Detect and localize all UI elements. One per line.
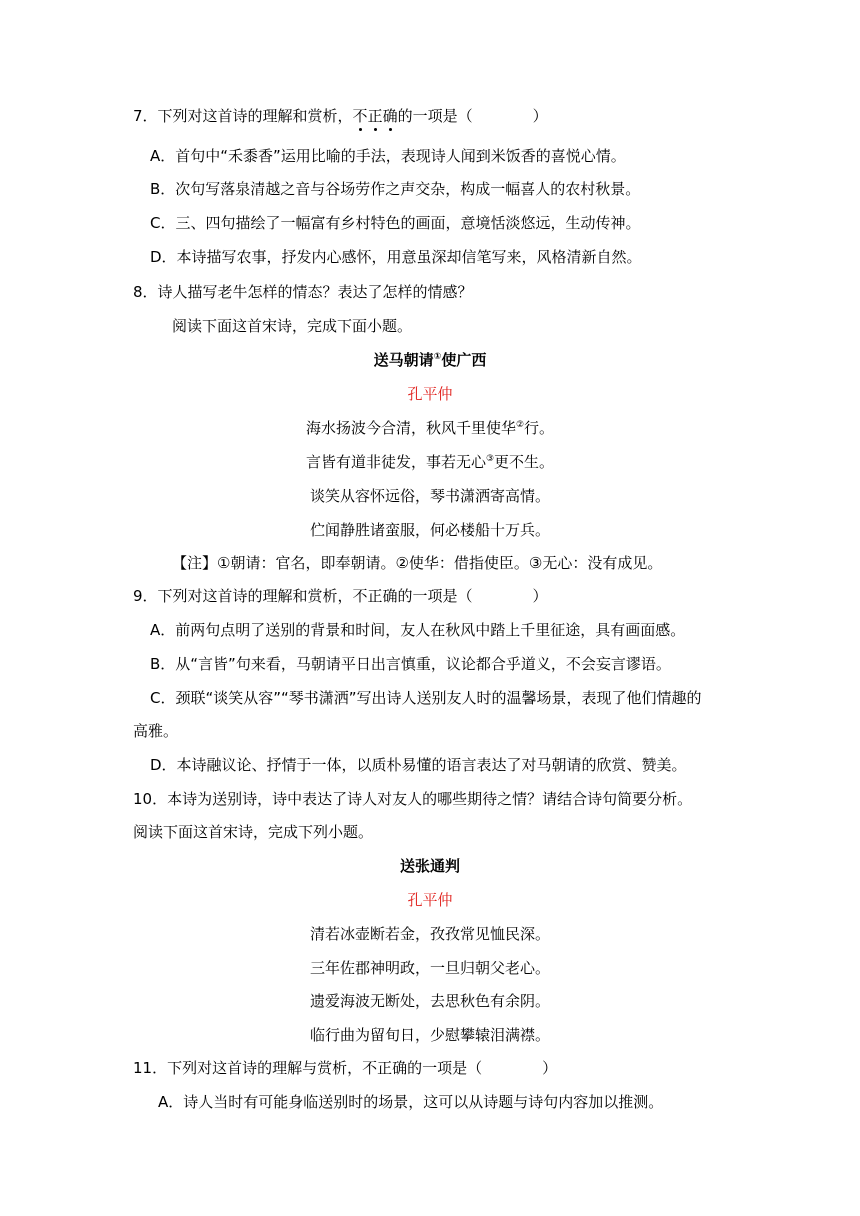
- emphasis-char: 正: [367, 107, 383, 125]
- footnote-marker: ③: [485, 454, 495, 464]
- poem-line: 海水扬波今合清，秋风千里使华②行。: [305, 419, 555, 437]
- poem-line: 谈笑从容怀远俗，琴书潇洒寄高情。: [309, 487, 550, 505]
- reading-intro: 阅读下面这首宋诗，完成下列小题。: [133, 823, 374, 841]
- q7-option-d: D．本诗描写农事，抒发内心感怀，用意虽深却信笔写来，风格清新自然。: [150, 248, 642, 266]
- poem-title: 送张通判: [399, 857, 460, 875]
- q9-option-b: B．从“言皆”句来看，马朝请平日出言慎重，议论都合乎道义，不会妄言谬语。: [150, 655, 671, 673]
- q9-option-a: A．前两句点明了送别的背景和时间，友人在秋风中踏上千里征途，具有画面感。: [150, 621, 686, 639]
- q7-stem-start: 7．下列对这首诗的理解和赏析，: [133, 107, 353, 125]
- poem-line: 伫闻静胜诸蛮服，何必楼船十万兵。: [309, 521, 550, 539]
- poem-author: 孔平仲: [407, 891, 453, 909]
- q9-stem: 9．下列对这首诗的理解和赏析，不正确的一项是（ ）: [133, 587, 548, 605]
- poem-line: 临行曲为留旬日，少慰攀辕泪满襟。: [309, 1026, 550, 1044]
- poem-notes: 【注】①朝请：官名，即奉朝请。②使华：借指使臣。③无心：没有成见。: [172, 554, 663, 572]
- q9-option-c: C．颈联“谈笑从容”“琴书潇洒”写出诗人送别友人时的温馨场景，表现了他们情趣的: [150, 689, 702, 707]
- poem-title: 送马朝请①使广西: [373, 351, 487, 369]
- q9-option-c-cont: 高雅。: [133, 722, 179, 740]
- poem-line: 言皆有道非徒发，事若无心③更不生。: [305, 453, 555, 471]
- footnote-marker: ②: [515, 420, 525, 430]
- q7-stem: [133, 106, 548, 126]
- poem-author: 孔平仲: [407, 385, 453, 403]
- q7-option-c: C．三、四句描绘了一幅富有乡村特色的画面，意境恬淡悠远，生动传神。: [150, 214, 641, 232]
- emphasis-char: 不: [352, 107, 368, 125]
- poem-line: 三年佐郡神明政，一旦归朝父老心。: [309, 959, 550, 977]
- q10-stem: 10．本诗为送别诗，诗中表达了诗人对友人的哪些期待之情？请结合诗句简要分析。: [133, 790, 693, 808]
- q7-stem-end: 的一项是（ ）: [397, 107, 548, 125]
- q7-option-b: B．次句写落泉清越之音与谷场劳作之声交杂，构成一幅喜人的农村秋景。: [150, 180, 641, 198]
- footnote-marker: ①: [433, 352, 442, 362]
- q11-stem: 11．下列对这首诗的理解与赏析，不正确的一项是（ ）: [133, 1059, 558, 1077]
- reading-intro: 阅读下面这首宋诗，完成下面小题。: [172, 317, 413, 335]
- q11-option-a: A．诗人当时有可能身临送别时的场景，这可以从诗题与诗句内容加以推测。: [158, 1093, 664, 1111]
- poem-line: 清若冰壶断若金，孜孜常见恤民深。: [309, 925, 550, 943]
- q7-option-a: A．首句中“禾黍香”运用比喻的手法，表现诗人闻到米饭香的喜悦心情。: [150, 147, 626, 165]
- q9-option-d: D．本诗融议论、抒情于一体，以质朴易懂的语言表达了对马朝请的欣赏、赞美。: [150, 756, 687, 774]
- emphasis-char: 确: [382, 107, 398, 125]
- q8-stem: 8．诗人描写老牛怎样的情态？表达了怎样的情感？: [133, 283, 473, 301]
- poem-line: 遗爱海波无断处，去思秋色有余阴。: [309, 992, 550, 1010]
